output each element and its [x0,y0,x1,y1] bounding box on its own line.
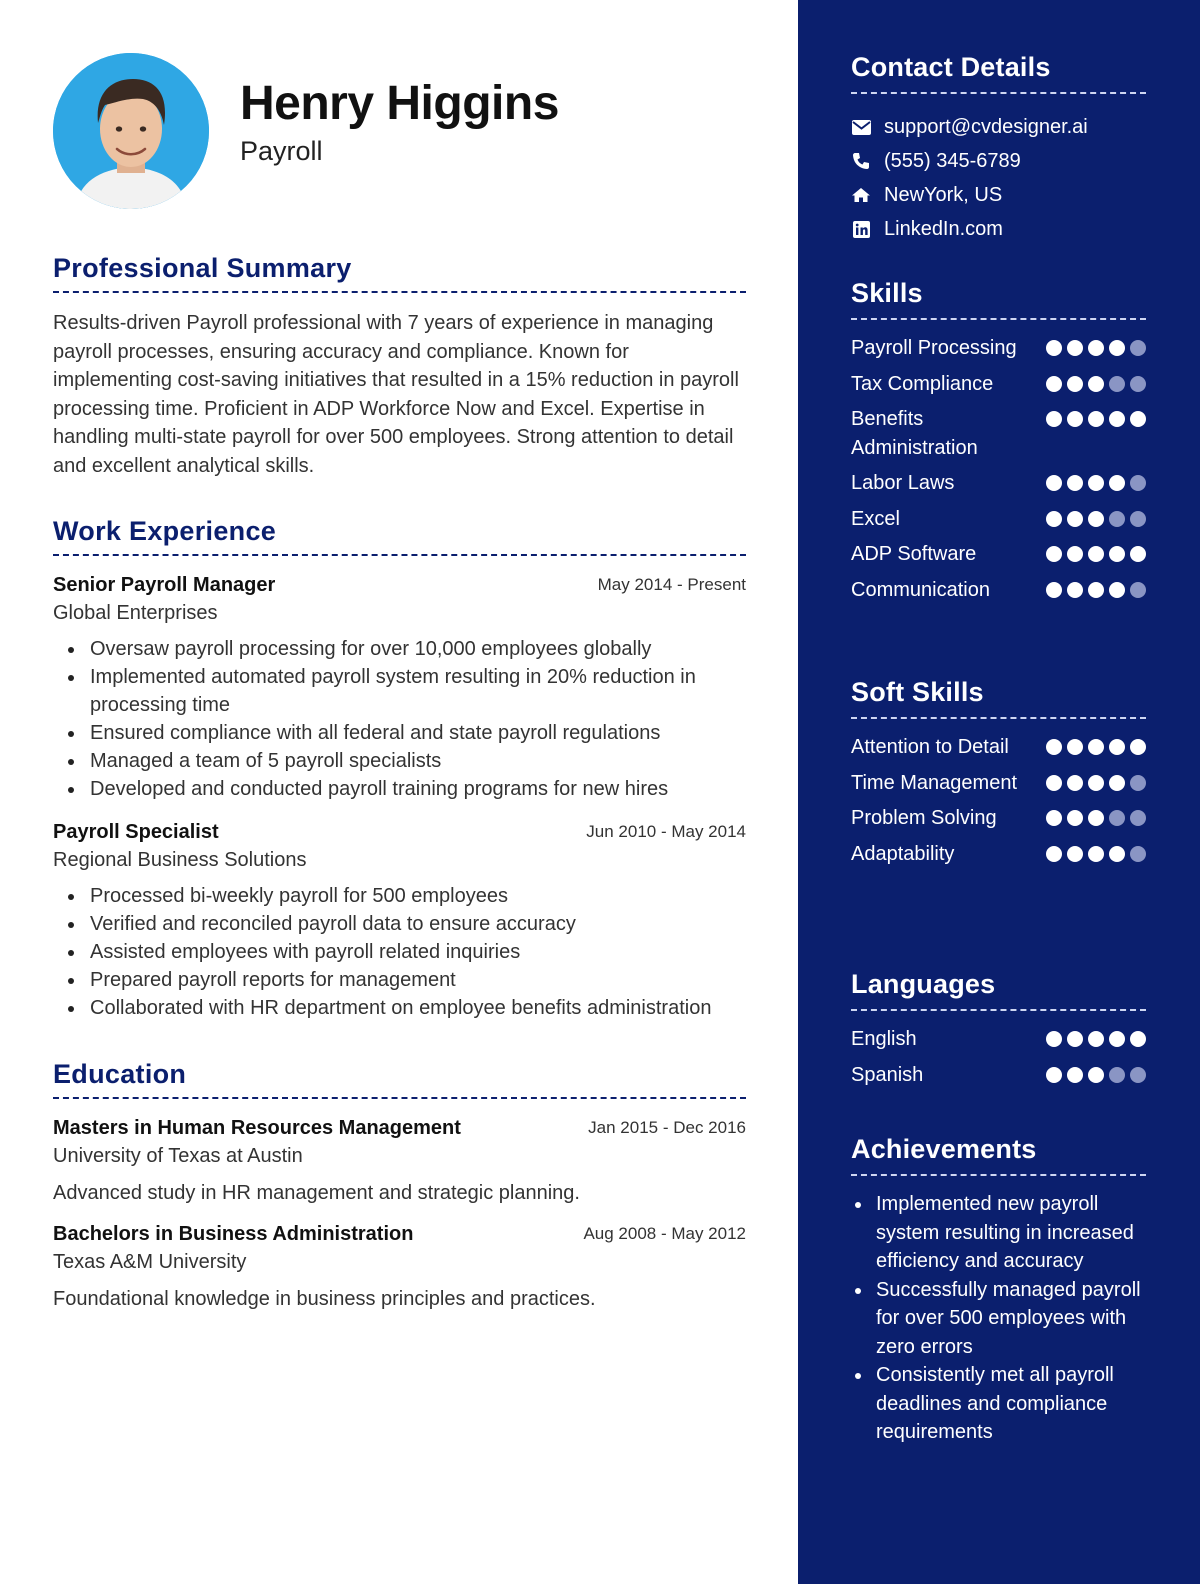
skill-label: ADP Software [851,543,977,565]
rating-dot [1109,739,1125,755]
rating-dot [1067,775,1083,791]
job-org: Global Enterprises [53,602,218,624]
list-item: Successfully managed payroll for over 500 employees with zero errors [851,1276,1146,1362]
list-item: Oversaw payroll processing for over 10,000 employees globally [53,635,746,663]
job-bullets [53,635,746,803]
rating-dot [1067,810,1083,826]
list-item: Implemented new payroll system resulting in increased efficiency and accuracy [851,1190,1146,1276]
skill-row [851,469,1146,498]
rating-dot [1088,376,1104,392]
achievements-list [851,1190,1146,1447]
section-title: Contact Details [851,52,1146,94]
rating-dot [1130,582,1146,598]
job-date: May 2014 - Present [597,575,746,594]
skill-label: Payroll Processing [851,337,1017,359]
skill-row [851,505,1146,534]
rating-dot [1046,1067,1062,1083]
skills-section [851,278,1146,611]
list-item: Assisted employees with payroll related inquiries [53,938,746,966]
skill-row [851,576,1146,605]
rating-dot [1130,1067,1146,1083]
contact-location [851,178,1146,212]
rating-dot [1067,846,1083,862]
rating-dot [1109,475,1125,491]
rating-dots [1046,469,1146,491]
candidate-role: Payroll [240,136,323,166]
skills-list [851,334,1146,604]
section-title: Professional Summary [53,253,746,293]
rating-dot [1130,511,1146,527]
job-date: Jun 2010 - May 2014 [586,822,746,841]
skill-label: Benefits Administration [851,408,978,459]
rating-dots [1046,576,1146,598]
rating-dot [1067,1067,1083,1083]
rating-dot [1088,546,1104,562]
rating-dot [1130,846,1146,862]
rating-dot [1130,1031,1146,1047]
rating-dot [1109,846,1125,862]
rating-dots [1046,370,1146,392]
section-title: Skills [851,278,1146,320]
rating-dot [1088,1067,1104,1083]
avatar [53,53,209,209]
rating-dot [1046,739,1062,755]
degree-title: Bachelors in Business Administration [53,1223,414,1245]
rating-dot [1067,546,1083,562]
section-title: Education [53,1059,746,1099]
rating-dots [1046,804,1146,826]
list-item: Managed a team of 5 payroll specialists [53,747,746,775]
rating-dot [1067,582,1083,598]
rating-dot [1088,582,1104,598]
rating-dot [1088,511,1104,527]
list-item: Implemented automated payroll system resulting in 20% reduction in processing time [53,663,746,719]
soft-skills-section [851,677,1146,875]
phone-text[interactable]: (555) 345-6789 [884,149,1021,172]
education-entry [53,1223,746,1311]
education-date: Jan 2015 - Dec 2016 [588,1118,746,1137]
rating-dot [1067,475,1083,491]
rating-dot [1046,411,1062,427]
rating-dot [1088,411,1104,427]
education-entry [53,1117,746,1205]
rating-dot [1088,810,1104,826]
skill-label: Adaptability [851,842,955,865]
contact-phone[interactable] [851,144,1146,178]
achievements-section [851,1134,1146,1447]
rating-dot [1109,511,1125,527]
list-item: Processed bi-weekly payroll for 500 employees [53,882,746,910]
experience-section [53,516,746,1022]
location-text: NewYork, US [884,183,1003,206]
rating-dot [1130,546,1146,562]
rating-dot [1109,582,1125,598]
skill-row [851,840,1146,869]
rating-dot [1046,1031,1062,1047]
rating-dots [1046,505,1146,527]
skill-row [851,769,1146,798]
rating-dot [1130,810,1146,826]
linkedin-text[interactable]: LinkedIn.com [884,217,1003,240]
rating-dot [1046,546,1062,562]
skill-label: Communication [851,578,990,601]
rating-dots [1046,840,1146,862]
skill-label: Excel [851,507,900,530]
sidebar [798,0,1200,1584]
rating-dot [1046,376,1062,392]
rating-dot [1130,775,1146,791]
skill-row [851,733,1146,762]
rating-dot [1046,810,1062,826]
skill-label: Tax Compliance [851,372,994,395]
summary-text: Results-driven Payroll professional with 7 years of experience in managing payroll processes, ensuring accuracy and compliance. Known for implementing cost-saving initiatives that resulted in a 15% reduction in payroll processing time. Proficient in ADP Workforce Now and Excel. Expertise in handling multi-state payroll for over 500 employees. Strong attention to detail and excellent analytical skills. [53,312,739,477]
rating-dot [1109,1067,1125,1083]
rating-dot [1088,340,1104,356]
skill-label: Spanish [851,1063,924,1086]
skill-label: Labor Laws [851,472,955,494]
skill-row [851,804,1146,833]
rating-dot [1130,340,1146,356]
skill-row [851,370,1146,399]
envelope-icon [851,117,871,137]
section-title: Achievements [851,1134,1146,1176]
section-title: Work Experience [53,516,746,556]
section-title: Soft Skills [851,677,1146,719]
rating-dot [1109,411,1125,427]
rating-dots [1046,1025,1146,1047]
job-title: Senior Payroll Manager [53,574,276,596]
list-item: Developed and conducted payroll training programs for new hires [53,775,746,803]
rating-dot [1067,511,1083,527]
contact-email[interactable] [851,110,1146,144]
list-item: Collaborated with HR department on employee benefits administration [53,994,746,1022]
rating-dot [1130,376,1146,392]
job-bullets [53,882,746,1022]
list-item: Consistently met all payroll deadlines and compliance requirements [851,1361,1146,1447]
rating-dot [1130,475,1146,491]
education-date: Aug 2008 - May 2012 [583,1224,746,1243]
skill-label: English [851,1028,917,1050]
rating-dot [1067,376,1083,392]
candidate-name: Henry Higgins [240,77,559,130]
languages-list [851,1025,1146,1089]
phone-icon [851,151,871,171]
skill-row [851,1061,1146,1090]
degree-title: Masters in Human Resources Management [53,1117,461,1139]
rating-dots [1046,334,1146,356]
rating-dots [1046,769,1146,791]
job-entry [53,821,746,1022]
rating-dot [1109,376,1125,392]
rating-dot [1109,775,1125,791]
rating-dot [1067,739,1083,755]
skill-label: Problem Solving [851,807,997,829]
list-item: Verified and reconciled payroll data to ensure accuracy [53,910,746,938]
list-item: Ensured compliance with all federal and state payroll regulations [53,719,746,747]
rating-dot [1046,511,1062,527]
job-entry [53,574,746,803]
education-section [53,1059,746,1311]
section-title: Languages [851,969,1146,1011]
rating-dot [1067,1031,1083,1047]
skill-row [851,1025,1146,1054]
rating-dots [1046,1061,1146,1083]
soft-skills-list [851,733,1146,868]
email-text[interactable]: support@cvdesigner.ai [884,115,1088,138]
rating-dots [1046,405,1146,427]
rating-dot [1088,775,1104,791]
contact-list [851,110,1146,246]
rating-dot [1088,1031,1104,1047]
job-org: Regional Business Solutions [53,849,307,871]
skill-label: Time Management [851,771,1017,794]
school-name: Texas A&M University [53,1251,247,1273]
rating-dot [1046,582,1062,598]
education-desc: Foundational knowledge in business principles and practices. [53,1288,596,1310]
rating-dot [1067,411,1083,427]
rating-dots [1046,733,1146,755]
rating-dot [1046,775,1062,791]
rating-dot [1046,846,1062,862]
linkedin-icon [851,219,871,239]
rating-dot [1088,846,1104,862]
education-desc: Advanced study in HR management and strategic planning. [53,1182,580,1204]
contact-section [851,52,1146,246]
person-photo-icon [53,53,209,209]
summary-section [53,253,746,480]
rating-dot [1046,340,1062,356]
school-name: University of Texas at Austin [53,1145,303,1167]
rating-dot [1109,546,1125,562]
rating-dot [1067,340,1083,356]
rating-dot [1046,475,1062,491]
skill-row [851,405,1146,462]
languages-section [851,969,1146,1096]
skill-label: Attention to Detail [851,736,1009,758]
rating-dot [1088,739,1104,755]
rating-dot [1109,340,1125,356]
rating-dot [1109,1031,1125,1047]
skill-row [851,334,1146,363]
skill-row [851,540,1146,569]
rating-dot [1130,411,1146,427]
rating-dots [1046,540,1146,562]
rating-dot [1130,739,1146,755]
home-icon [851,185,871,205]
rating-dot [1088,475,1104,491]
rating-dot [1109,810,1125,826]
list-item: Prepared payroll reports for management [53,966,746,994]
job-title: Payroll Specialist [53,821,219,843]
contact-linkedin[interactable] [851,212,1146,246]
